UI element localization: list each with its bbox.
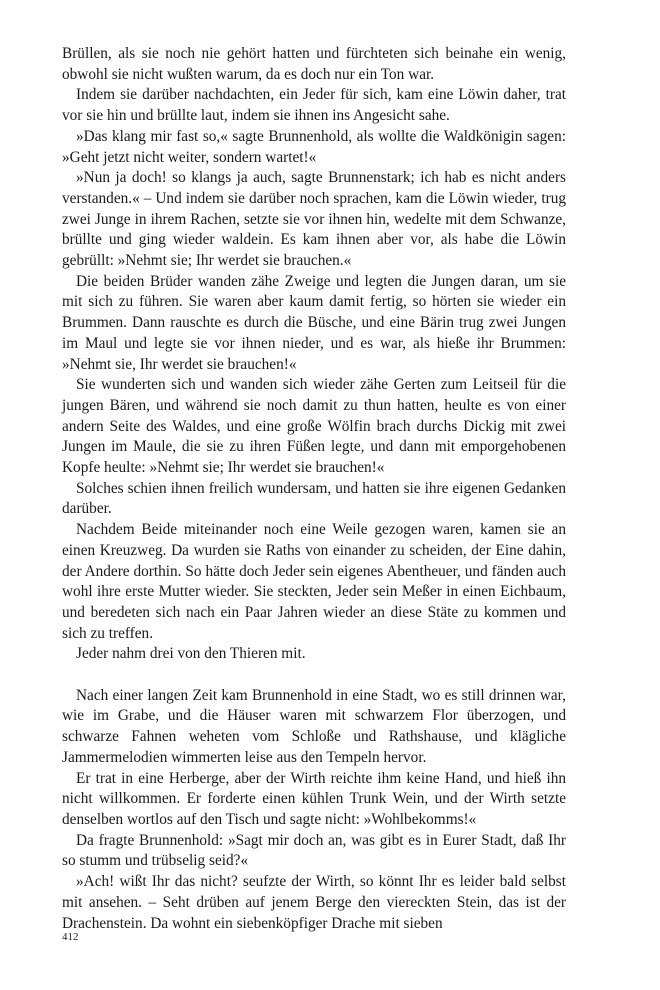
paragraph: »Ach! wißt Ihr das nicht? seufzte der Wirth, so könnt Ihr es leider bald selbst mit ansehen. – Seht drüben auf jenem Berge den viereckten Stein, das ist der Drachenstein. Da wohnt ein siebenköpfiger Drache mit sieben <box>62 873 566 932</box>
paragraph: Die beiden Brüder wanden zähe Zweige und legten die Jungen daran, um sie mit sich zu führen. Sie waren aber kaum damit fertig, so hörten sie wieder ein Brummen. Dann rauschte es durch die Büsche, und eine Bärin trug zwei Jungen im Maul und legte sie vor ihnen nieder, und es war, als hieße ihr Brummen: »Nehmt sie, Ihr werdet sie brauchen!« <box>62 272 566 373</box>
paragraph: »Nun ja doch! so klangs ja auch, sagte Brunnenstark; ich hab es nicht anders verstanden.« – Und indem sie darüber noch sprachen, kam die Löwin wieder, trug zwei Junge in ihrem Rachen, setzte sie vor ihnen hin, wedelte mit dem Schwanze, brüllte und ging wieder waldein. Es kam ihnen aber vor, als habe die Löwin gebrüllt: »Nehmt sie; Ihr werdet sie brauchen.« <box>62 169 566 270</box>
paragraph: Sie wunderten sich und wanden sich wieder zähe Gerten zum Leitseil für die jungen Bären, und während sie noch damit zu thun hatten, heulte es von einer andern Seite des Waldes, und eine große Wölfin brach durchs Dickig mit zwei Jungen im Maule, die sie zu ihren Füßen legte, und dann mit emporgehobenen Kopfe heulte: »Nehmt sie; Ihr werdet sie brauchen!« <box>62 376 566 477</box>
body-text <box>62 44 566 934</box>
paragraph: »Das klang mir fast so,« sagte Brunnenhold, als wollte die Waldkönigin sagen: »Geht jetzt nicht weiter, sondern wartet!« <box>62 127 566 166</box>
paragraph: Jeder nahm drei von den Thieren mit. <box>76 645 306 663</box>
section-break <box>62 665 566 686</box>
paragraph: Brüllen, als sie noch nie gehört hatten und fürchteten sich beinahe ein wenig, obwohl sie nicht wußten warum, da es doch nur ein Ton war. <box>62 45 566 83</box>
paragraph: Nachdem Beide miteinander noch eine Weile gezogen waren, kamen sie an einen Kreuzweg. Da wurden sie Raths von einander zu scheiden, der Eine dahin, der Andere dorthin. So hätte doch Jeder sein eigenes Abentheuer, und fänden auch wohl ihre erste Mutter wieder. Sie steckten, Jeder sein Meßer in einen Eichbaum, und beredeten sich nach ein Paar Jahren wieder an diese Stäte zu kommen und sich zu treffen. <box>62 521 566 642</box>
paragraph: Solches schien ihnen freilich wundersam, und hatten sie ihre eigenen Gedanken darüber. <box>62 479 566 518</box>
paragraph: Nach einer langen Zeit kam Brunnenhold in eine Stadt, wo es still drinnen war, wie im Grabe, und die Häuser waren mit schwarzem Flor überzogen, und schwarze Fahnen weheten vom Schloße und Rathshause, und klägliche Jammermelodien wimmerten leise aus den Tempeln hervor. <box>62 686 566 766</box>
page-number: 412 <box>62 931 79 943</box>
paragraph: Er trat in eine Herberge, aber der Wirth reichte ihm keine Hand, und hieß ihn nicht willkommen. Er forderte einen kühlen Trunk Wein, und der Wirth setzte denselben wortlos auf den Tisch und sagte nicht: »Wohlbekomms!« <box>62 769 566 828</box>
paragraph: Indem sie darüber nachdachten, ein Jeder für sich, kam eine Löwin daher, trat vor sie hin und brüllte laut, indem sie ihnen ins Angesicht sahe. <box>62 86 566 125</box>
paragraph: Da fragte Brunnenhold: »Sagt mir doch an, was gibt es in Eurer Stadt, daß Ihr so stumm und trübselig seid?« <box>62 831 566 870</box>
